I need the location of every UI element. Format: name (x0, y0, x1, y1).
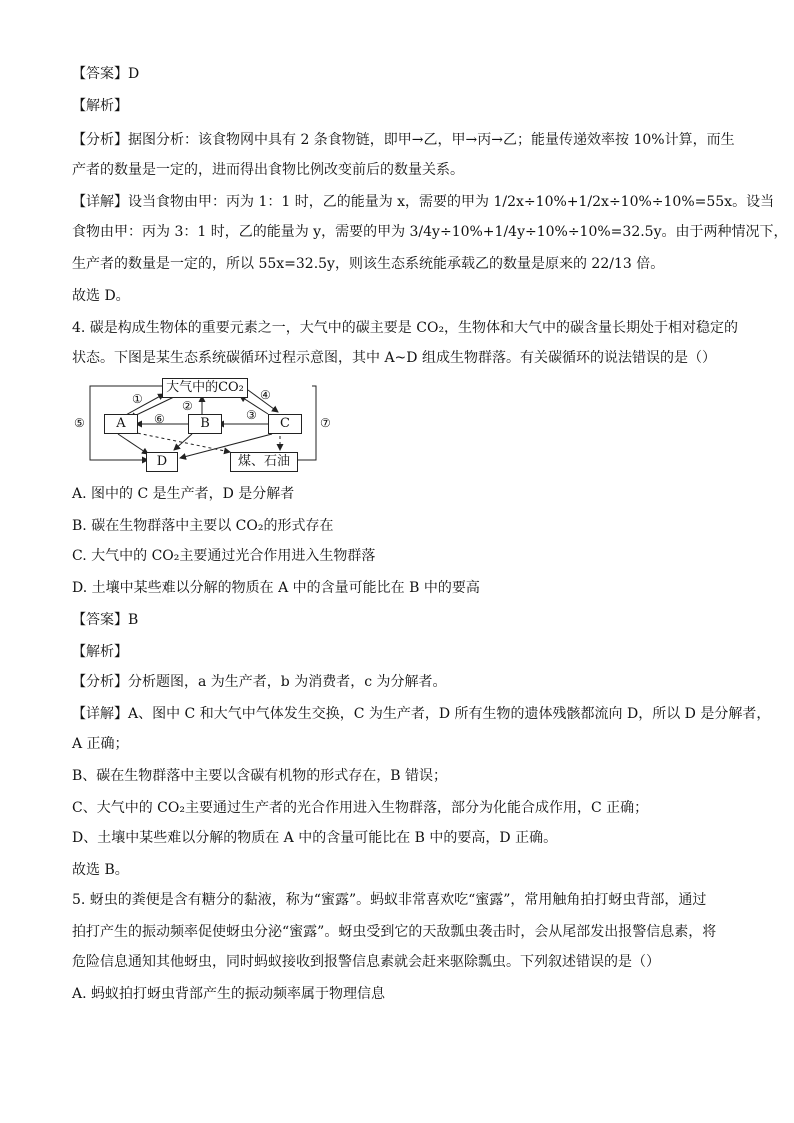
label-7: ⑦ (320, 416, 331, 430)
label-3: ③ (246, 408, 257, 422)
label-4: ④ (260, 388, 271, 402)
question-stem: 状态。下图是某生态系统碳循环过程示意图，其中 A~D 组成生物群落。有关碳循环的说法错误的是（） (72, 350, 716, 366)
fenxi-line: 【分析】据图分析：该食物网中具有 2 条食物链，即甲→乙，甲→丙→乙；能量传递效率按 10%计算，而生 (72, 132, 735, 148)
detail-line: B、碳在生物群落中主要以含碳有机物的形式存在，B 错误； (72, 768, 448, 784)
question-stem: 5. 蚜虫的粪便是含有糖分的黏液，称为“蜜露”。蚂蚁非常喜欢吃“蜜露”，常用触角拍打蚜虫背部，通过 (72, 892, 707, 908)
atmosphere-co2-box: 大气中的CO₂ (162, 378, 248, 398)
option-c: C. 大气中的 CO₂主要通过光合作用进入生物群落 (72, 548, 376, 564)
label-1: ① (132, 392, 143, 406)
conclusion: 故选 D。 (72, 288, 130, 304)
option-a: A. 蚂蚁拍打蚜虫背部产生的振动频率属于物理信息 (72, 986, 386, 1002)
label-5: ⑤ (74, 416, 85, 430)
conclusion: 故选 B。 (72, 862, 129, 878)
box-d: D (146, 452, 178, 472)
detail-line: D、土壤中某些难以分解的物质在 A 中的含量可能比在 B 中的要高，D 正确。 (72, 830, 558, 846)
option-b: B. 碳在生物群落中主要以 CO₂的形式存在 (72, 518, 334, 534)
coal-oil-box: 煤、石油 (230, 452, 298, 472)
answer-tag: 【答案】B (72, 612, 139, 628)
option-d: D. 土壤中某些难以分解的物质在 A 中的含量可能比在 B 中的要高 (72, 580, 480, 596)
box-a: A (104, 414, 138, 434)
question-stem: 4. 碳是构成生物体的重要元素之一，大气中的碳主要是 CO₂，生物体和大气中的碳含量长期处于相对稳定的 (72, 320, 739, 336)
label-6: ⑥ (154, 412, 165, 426)
analysis-tag: 【解析】 (72, 644, 128, 660)
arrow-a-d (118, 434, 148, 454)
detail-line: 食物由甲：丙为 3：1 时，乙的能量为 y，需要的甲为 3/4y÷10%+1/4y÷10%÷10%=32.5y。由于两种情况下， (72, 224, 788, 240)
detail-line: A 正确； (72, 736, 129, 752)
option-a: A. 图中的 C 是生产者，D 是分解者 (72, 486, 295, 502)
detail-line: 生产者的数量是一定的，所以 55x=32.5y，则该生态系统能承载乙的数量是原来的 22/13 倍。 (72, 256, 665, 272)
arrow-b-d (174, 434, 192, 450)
question-stem: 拍打产生的振动频率促使蚜虫分泌“蜜露”。蚜虫受到它的天敌瓢虫袭击时，会从尾部发出报警信息素，将 (72, 924, 717, 940)
analysis-tag: 【解析】 (72, 98, 128, 114)
box-c: C (268, 414, 302, 434)
fenxi-line: 产者的数量是一定的，进而得出食物比例改变前后的数量关系。 (72, 162, 464, 178)
arrow-a-fossil (132, 432, 230, 452)
detail-line: C、大气中的 CO₂主要通过生产者的光合作用进入生物群落，部分为化能合成作用，C 正确； (72, 800, 649, 816)
fenxi-line: 【分析】分析题图，a 为生产者，b 为消费者，c 为分解者。 (72, 674, 447, 690)
detail-line: 【详解】A、图中 C 和大气中气体发生交换，C 为生产者，D 所有生物的遗体残骸都流向 D，所以 D 是分解者， (72, 706, 771, 722)
question-stem: 危险信息通知其他蚜虫，同时蚂蚁接收到报警信息素就会赶来驱除瓢虫。下列叙述错误的是（） (72, 954, 660, 970)
answer-tag: 【答案】D (72, 66, 140, 82)
detail-line: 【详解】设当食物由甲：丙为 1：1 时，乙的能量为 x，需要的甲为 1/2x÷10%+1/2x÷10%÷10%=55x。设当 (72, 194, 775, 210)
box-b: B (188, 414, 222, 434)
label-2: ② (182, 399, 193, 413)
